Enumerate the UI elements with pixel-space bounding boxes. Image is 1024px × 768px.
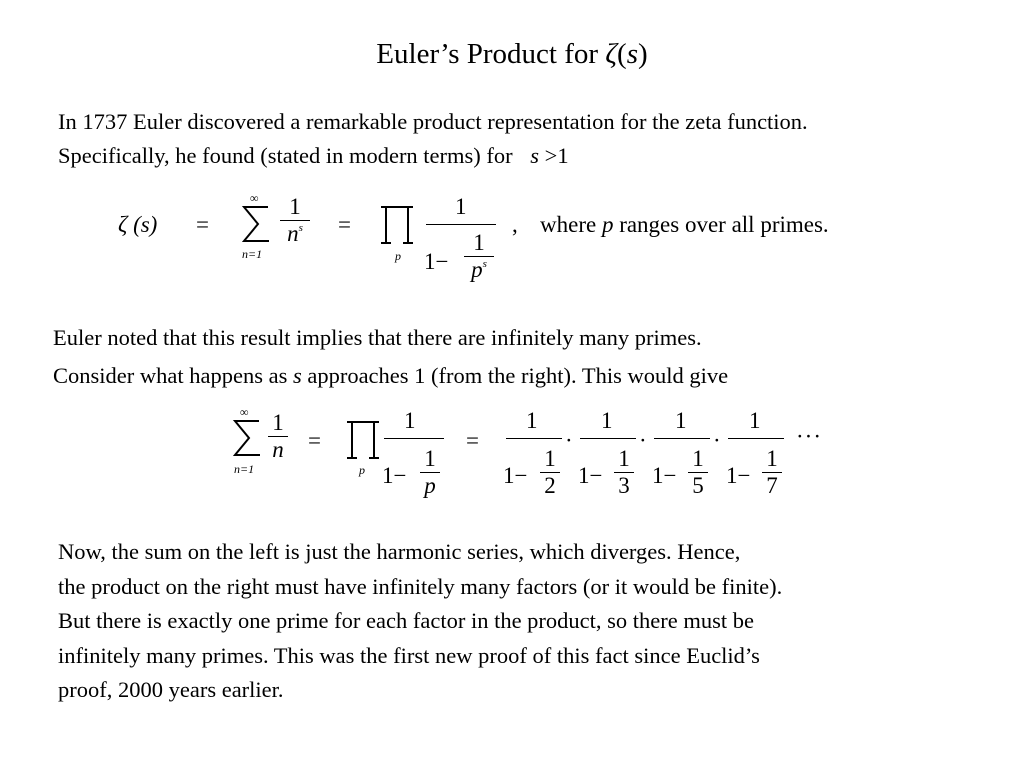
- factor-3-inner: [614, 446, 634, 499]
- factor-2-inner-den: 2: [544, 473, 556, 498]
- formula2-prod-sub: p: [359, 463, 365, 477]
- middle-line-2-a: Consider what happens as: [53, 363, 288, 388]
- factor-2-num: 1: [526, 408, 538, 433]
- formula1-zeta: ζ: [118, 212, 128, 237]
- summation-icon: [242, 204, 272, 244]
- intro-line-2: [58, 140, 569, 171]
- formula1-p: p: [471, 257, 483, 282]
- fraction-bar: [580, 438, 636, 439]
- formula1-where-rest: ranges over all primes.: [619, 212, 829, 237]
- conclusion-paragraph: [58, 535, 782, 708]
- intro-line-1: In 1737 Euler discovered a remarkable product representation for the zeta function.: [58, 109, 808, 134]
- product-icon: [380, 205, 414, 245]
- intro-line-2-text: Specifically, he found (stated in modern terms) for: [58, 143, 513, 168]
- conclusion-line-5: proof, 2000 years earlier.: [58, 677, 284, 702]
- formula1-n: n: [287, 221, 299, 246]
- formula1-lhs: [118, 212, 157, 238]
- factor-dot-3: ·: [713, 428, 721, 453]
- formula1-sum-lower: n=1: [242, 247, 263, 261]
- conclusion-line-3: But there is exactly one prime for each factor in the product, so there must be: [58, 608, 755, 633]
- formula2-frac-1-p: [420, 446, 440, 499]
- formula1-where-var: p: [601, 212, 614, 237]
- formula1-equals-2: =: [338, 212, 351, 237]
- factor-dot-1: ·: [565, 428, 573, 453]
- middle-line-2-var: s: [292, 363, 302, 388]
- factor-5-num: 1: [675, 408, 687, 433]
- formula1-frac-num: 1: [289, 194, 301, 219]
- formula2-frac-num: 1: [272, 410, 284, 435]
- factor-7-inner-num: 1: [766, 446, 778, 471]
- formula2-ellipsis: ···: [796, 424, 822, 449]
- formula1-inner-den: [471, 257, 487, 287]
- formula2-inner-den: p: [424, 473, 436, 498]
- factor-2-one-minus: 1−: [503, 463, 528, 488]
- factor-7-inner-den: 7: [766, 473, 778, 498]
- formula1-exp-s-2: s: [482, 258, 487, 270]
- formula1-prod-sub: p: [395, 249, 401, 263]
- factor-5-one-minus: 1−: [652, 463, 677, 488]
- factor-dot-2: ·: [639, 428, 647, 453]
- formula2-big-num: 1: [404, 408, 416, 433]
- formula2-sum-upper: ∞: [240, 405, 249, 419]
- slide-title: [0, 36, 1024, 72]
- formula1-sum-upper: ∞: [250, 191, 259, 205]
- formula1-frac-den: [287, 221, 303, 251]
- conclusion-line-2: the product on the right must have infinitely many factors (or it would be finite).: [58, 573, 783, 599]
- formula1-frac-1-ns: [280, 194, 310, 251]
- conclusion-line-4: infinitely many primes. This was the first new proof of this fact since Euclid’s: [58, 642, 760, 668]
- factor-5-inner: [688, 446, 708, 499]
- middle-line-2: [53, 360, 728, 391]
- factor-7-inner: [762, 446, 782, 499]
- formula1-where-clause: [540, 212, 829, 238]
- middle-line-1: Euler noted that this result implies that there are infinitely many primes.: [53, 325, 702, 350]
- formula1-where-text: where: [540, 212, 597, 237]
- title-zeta: ζ: [605, 38, 618, 70]
- factor-7-one-minus: 1−: [726, 463, 751, 488]
- formula1-big-num: 1: [455, 194, 467, 219]
- conclusion-line-1: Now, the sum on the left is just the harmonic series, which diverges. Hence,: [58, 539, 741, 564]
- formula1-exp-s: s: [298, 222, 303, 234]
- factor-3-num: 1: [601, 408, 613, 433]
- condition-var: s: [530, 143, 540, 168]
- title-open-paren: (: [617, 38, 627, 70]
- factor-2-inner: [540, 446, 560, 499]
- fraction-bar: [506, 438, 562, 439]
- condition-val: 1: [557, 143, 569, 168]
- formula2-equals-2: =: [466, 428, 479, 453]
- formula2-frac-den: n: [272, 437, 284, 462]
- title-var: s: [626, 38, 639, 70]
- fraction-bar: [728, 438, 784, 439]
- factor-5-inner-den: 5: [692, 473, 704, 498]
- fraction-bar: [384, 438, 444, 439]
- formula1-inner-num: 1: [473, 230, 485, 255]
- formula1-frac-1-ps: [464, 230, 494, 287]
- fraction-bar: [426, 224, 496, 225]
- fraction-bar: [654, 438, 710, 439]
- factor-3-inner-num: 1: [618, 446, 630, 471]
- middle-line-2-b: approaches 1 (from the right). This would give: [307, 363, 729, 388]
- factor-3-inner-den: 3: [618, 473, 630, 498]
- formula1-comma: ,: [512, 212, 518, 237]
- formula2-one-minus: 1−: [382, 463, 407, 488]
- formula1-equals-1: =: [196, 212, 209, 237]
- formula1-one-minus: 1−: [424, 249, 449, 274]
- formula2-inner-num: 1: [424, 446, 436, 471]
- title-prefix: Euler’s Product for: [376, 38, 606, 70]
- factor-2-inner-num: 1: [544, 446, 556, 471]
- factor-7-num: 1: [749, 408, 761, 433]
- title-close-paren: ): [638, 38, 648, 70]
- factor-3-one-minus: 1−: [578, 463, 603, 488]
- summation-icon: [233, 418, 263, 458]
- formula2-frac-1-n: [268, 410, 288, 463]
- product-icon: [346, 420, 380, 460]
- formula2-equals-1: =: [308, 428, 321, 453]
- factor-5-inner-num: 1: [692, 446, 704, 471]
- formula1-paren-s: (s): [133, 212, 158, 237]
- condition-op: >: [544, 143, 558, 168]
- formula2-sum-lower: n=1: [234, 462, 255, 476]
